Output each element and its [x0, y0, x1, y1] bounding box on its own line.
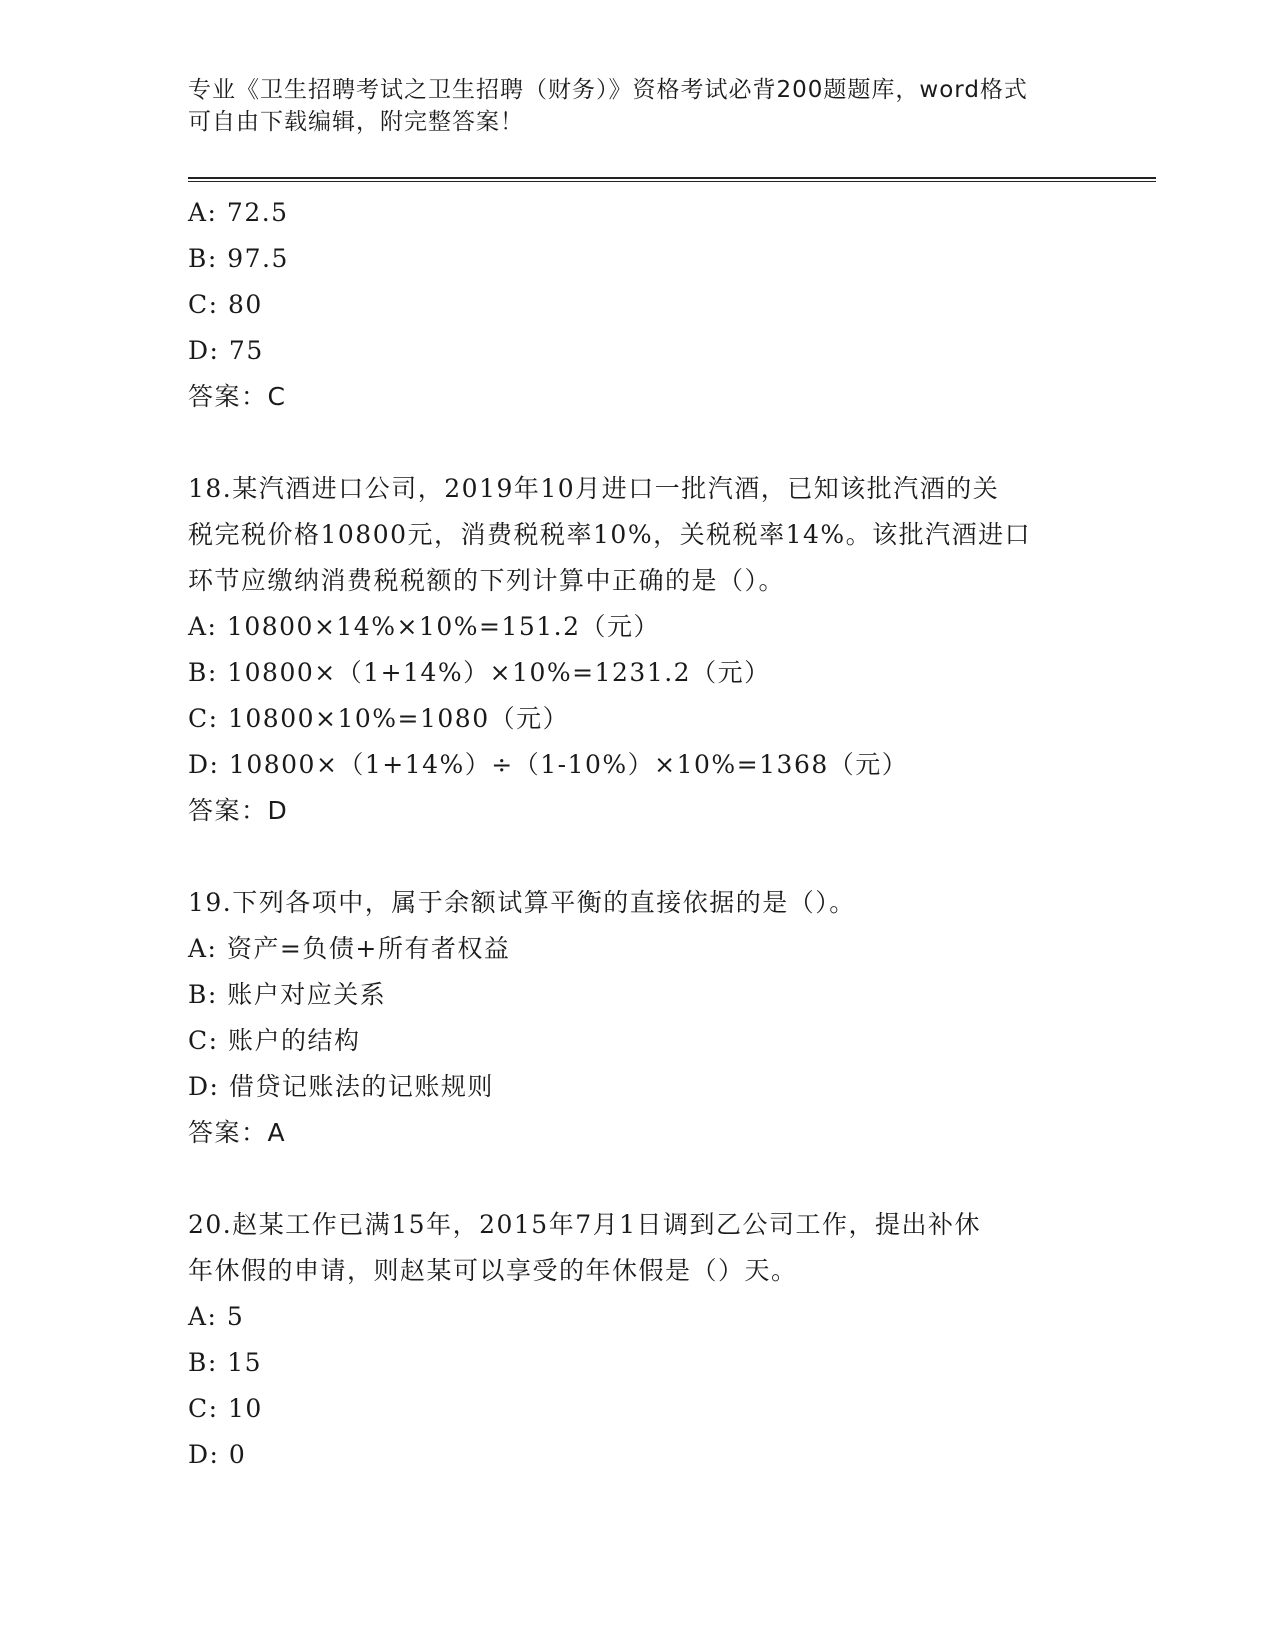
document-header	[188, 74, 1068, 138]
question-block-20	[188, 1202, 1088, 1478]
question-text-line: 税完税价格10800元，消费税税率10%，关税税率14%。该批汽酒进口	[188, 520, 1032, 549]
question-block-18	[188, 466, 1088, 834]
option-c: C: 账户的结构	[188, 1026, 361, 1055]
option-a: A: 72.5	[188, 198, 289, 227]
question-list	[188, 190, 1088, 1478]
option-b: B: 账户对应关系	[188, 980, 387, 1009]
spacer	[188, 1156, 1088, 1202]
header-rule-thin	[188, 181, 1156, 182]
option-a: A: 10800×14%×10%=151.2（元）	[188, 612, 660, 641]
option-d: D: 75	[188, 336, 264, 365]
option-d: D: 0	[188, 1440, 247, 1469]
header-title-line-1: 专业《卫生招聘考试之卫生招聘（财务）》资格考试必背200题题库，word格式	[188, 77, 1028, 103]
question-text-line: 18.某汽酒进口公司，2019年10月进口一批汽酒，已知该批汽酒的关	[188, 474, 1000, 503]
option-c: C: 80	[188, 290, 263, 319]
question-text-line: 环节应缴纳消费税税额的下列计算中正确的是（）。	[188, 566, 786, 595]
option-a: A: 资产=负债+所有者权益	[188, 934, 511, 963]
header-title-line-2: 可自由下载编辑，附完整答案！	[188, 109, 524, 135]
question-text-line: 20.赵某工作已满15年，2015年7月1日调到乙公司工作，提出补休	[188, 1210, 982, 1239]
question-block-19	[188, 880, 1088, 1156]
answer-line: 答案：C	[188, 382, 287, 411]
option-c: C: 10	[188, 1394, 263, 1423]
question-block-prev	[188, 190, 1088, 420]
option-b: B: 10800×（1+14%）×10%=1231.2（元）	[188, 658, 771, 687]
answer-line: 答案：A	[188, 1118, 287, 1147]
option-a: A: 5	[188, 1302, 245, 1331]
spacer	[188, 834, 1088, 880]
option-b: B: 97.5	[188, 244, 289, 273]
option-d: D: 10800×（1+14%）÷（1-10%）×10%=1368（元）	[188, 750, 909, 779]
question-text-line: 年休假的申请，则赵某可以享受的年休假是（）天。	[188, 1256, 798, 1285]
answer-line: 答案：D	[188, 796, 289, 825]
option-d: D: 借贷记账法的记账规则	[188, 1072, 494, 1101]
header-rule-thick	[188, 177, 1156, 179]
spacer	[188, 420, 1088, 466]
option-b: B: 15	[188, 1348, 263, 1377]
question-text-line: 19.下列各项中，属于余额试算平衡的直接依据的是（）。	[188, 888, 856, 917]
option-c: C: 10800×10%=1080（元）	[188, 704, 570, 733]
